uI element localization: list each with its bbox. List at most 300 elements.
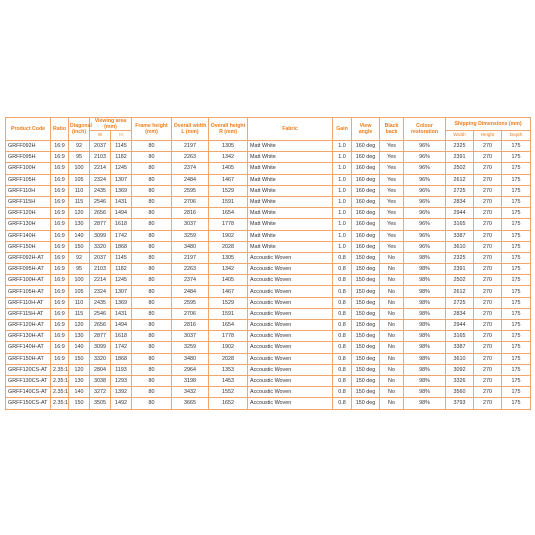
cell-ship-width: 3793	[446, 398, 474, 409]
cell-frame-height: 80	[132, 230, 172, 241]
cell-ship-depth: 175	[502, 252, 531, 263]
cell-ratio: 16:9	[51, 152, 69, 163]
cell-viewing-h: 1392	[111, 387, 132, 398]
cell-diagonal: 105	[69, 286, 90, 297]
cell-viewing-h: 1145	[111, 252, 132, 263]
cell-fabric: Matt White	[248, 241, 333, 252]
cell-fabric: Matt White	[248, 230, 333, 241]
cell-product-code: GRFF092H	[6, 141, 51, 152]
cell-frame-height: 80	[132, 331, 172, 342]
cell-frame-height: 80	[132, 219, 172, 230]
table-row	[6, 174, 531, 185]
cell-ship-width: 3165	[446, 219, 474, 230]
cell-ship-depth: 175	[502, 286, 531, 297]
cell-ship-depth: 175	[502, 230, 531, 241]
table-row	[6, 185, 531, 196]
cell-view-angle: 150 deg	[352, 342, 380, 353]
header-overall-width: Overall width L (mm)	[172, 118, 209, 141]
cell-fabric: Accoustic Woven	[248, 320, 333, 331]
header-viewing-area: Viewing area (mm)	[90, 118, 132, 131]
cell-colour-restoration: 96%	[404, 152, 446, 163]
table-row	[6, 230, 531, 241]
cell-overall-width: 2706	[172, 196, 209, 207]
cell-fabric: Accoustic Woven	[248, 275, 333, 286]
cell-diagonal: 110	[69, 185, 90, 196]
cell-gain: 0.8	[333, 297, 352, 308]
cell-product-code: GRFF105H-AT	[6, 286, 51, 297]
cell-ship-height: 270	[474, 230, 502, 241]
cell-fabric: Accoustic Woven	[248, 252, 333, 263]
cell-ratio: 16:9	[51, 275, 69, 286]
cell-product-code: GRFF115H	[6, 196, 51, 207]
cell-product-code: GRFF095H-AT	[6, 264, 51, 275]
cell-colour-restoration: 96%	[404, 174, 446, 185]
table-row	[6, 320, 531, 331]
spec-table	[5, 117, 531, 410]
cell-diagonal: 150	[69, 398, 90, 409]
cell-ship-height: 270	[474, 264, 502, 275]
cell-ship-depth: 175	[502, 364, 531, 375]
cell-diagonal: 95	[69, 264, 90, 275]
cell-frame-height: 80	[132, 387, 172, 398]
table-row	[6, 308, 531, 319]
cell-gain: 1.0	[333, 241, 352, 252]
cell-view-angle: 160 deg	[352, 185, 380, 196]
cell-gain: 1.0	[333, 141, 352, 152]
cell-black-back: Yes	[380, 219, 404, 230]
cell-ship-height: 270	[474, 241, 502, 252]
cell-overall-height: 1778	[209, 331, 248, 342]
cell-black-back: No	[380, 286, 404, 297]
cell-ship-depth: 175	[502, 320, 531, 331]
cell-view-angle: 150 deg	[352, 308, 380, 319]
cell-gain: 1.0	[333, 230, 352, 241]
cell-product-code: GRFF110H-AT	[6, 297, 51, 308]
cell-view-angle: 150 deg	[352, 252, 380, 263]
cell-diagonal: 100	[69, 163, 90, 174]
cell-fabric: Accoustic Woven	[248, 364, 333, 375]
cell-colour-restoration: 96%	[404, 163, 446, 174]
cell-overall-height: 1453	[209, 375, 248, 386]
cell-frame-height: 80	[132, 398, 172, 409]
cell-viewing-w: 2877	[90, 331, 111, 342]
cell-gain: 0.8	[333, 375, 352, 386]
cell-view-angle: 150 deg	[352, 387, 380, 398]
cell-colour-restoration: 96%	[404, 141, 446, 152]
cell-overall-height: 1467	[209, 286, 248, 297]
cell-ship-width: 3387	[446, 342, 474, 353]
cell-fabric: Matt White	[248, 174, 333, 185]
cell-viewing-w: 2656	[90, 320, 111, 331]
cell-view-angle: 160 deg	[352, 230, 380, 241]
cell-fabric: Matt White	[248, 219, 333, 230]
cell-ratio: 2.35:1	[51, 364, 69, 375]
cell-black-back: Yes	[380, 196, 404, 207]
cell-overall-height: 1405	[209, 163, 248, 174]
cell-view-angle: 160 deg	[352, 163, 380, 174]
header-diagonal: Diagonal (inch)	[69, 118, 90, 141]
cell-colour-restoration: 96%	[404, 230, 446, 241]
cell-viewing-w: 3320	[90, 241, 111, 252]
cell-ship-depth: 175	[502, 264, 531, 275]
cell-ship-width: 3387	[446, 230, 474, 241]
cell-overall-width: 2816	[172, 320, 209, 331]
table-body	[6, 141, 531, 410]
cell-overall-width: 2816	[172, 208, 209, 219]
cell-overall-width: 2197	[172, 252, 209, 263]
cell-black-back: No	[380, 353, 404, 364]
cell-ship-depth: 175	[502, 185, 531, 196]
cell-black-back: No	[380, 252, 404, 263]
cell-overall-height: 2028	[209, 353, 248, 364]
cell-overall-height: 1305	[209, 252, 248, 263]
cell-ship-height: 270	[474, 185, 502, 196]
cell-diagonal: 150	[69, 353, 90, 364]
cell-frame-height: 80	[132, 375, 172, 386]
header-overall-height: Overall height R (mm)	[209, 118, 248, 141]
cell-viewing-h: 1618	[111, 219, 132, 230]
cell-product-code: GRFF140CS-AT	[6, 387, 51, 398]
cell-ship-width: 2612	[446, 286, 474, 297]
header-frame-height: Frame height (mm)	[132, 118, 172, 141]
cell-ship-depth: 175	[502, 208, 531, 219]
cell-viewing-h: 1182	[111, 152, 132, 163]
cell-viewing-h: 1431	[111, 308, 132, 319]
cell-fabric: Accoustic Woven	[248, 387, 333, 398]
cell-gain: 1.0	[333, 219, 352, 230]
cell-overall-height: 1353	[209, 364, 248, 375]
cell-overall-height: 1342	[209, 264, 248, 275]
table-row	[6, 342, 531, 353]
cell-colour-restoration: 98%	[404, 331, 446, 342]
cell-fabric: Accoustic Woven	[248, 286, 333, 297]
table-row	[6, 353, 531, 364]
cell-product-code: GRFF110H	[6, 185, 51, 196]
cell-frame-height: 80	[132, 185, 172, 196]
cell-frame-height: 80	[132, 196, 172, 207]
table-row	[6, 364, 531, 375]
cell-ship-width: 3165	[446, 331, 474, 342]
cell-product-code: GRFF130H-AT	[6, 331, 51, 342]
cell-viewing-h: 1618	[111, 331, 132, 342]
table-row	[6, 208, 531, 219]
cell-frame-height: 80	[132, 342, 172, 353]
cell-ratio: 16:9	[51, 286, 69, 297]
cell-frame-height: 80	[132, 152, 172, 163]
cell-fabric: Accoustic Woven	[248, 353, 333, 364]
cell-fabric: Accoustic Woven	[248, 342, 333, 353]
cell-ship-width: 2502	[446, 163, 474, 174]
cell-ship-depth: 175	[502, 353, 531, 364]
cell-ship-width: 2612	[446, 174, 474, 185]
cell-view-angle: 160 deg	[352, 241, 380, 252]
cell-ship-width: 3610	[446, 241, 474, 252]
cell-frame-height: 80	[132, 141, 172, 152]
cell-frame-height: 80	[132, 353, 172, 364]
cell-ship-height: 270	[474, 387, 502, 398]
cell-gain: 1.0	[333, 163, 352, 174]
cell-gain: 0.8	[333, 331, 352, 342]
cell-ship-depth: 175	[502, 241, 531, 252]
cell-overall-width: 3037	[172, 331, 209, 342]
cell-ship-width: 2834	[446, 196, 474, 207]
cell-ship-depth: 175	[502, 163, 531, 174]
cell-overall-height: 1652	[209, 398, 248, 409]
cell-viewing-w: 2214	[90, 163, 111, 174]
cell-ship-height: 270	[474, 141, 502, 152]
cell-ship-height: 270	[474, 308, 502, 319]
cell-colour-restoration: 96%	[404, 196, 446, 207]
cell-gain: 0.8	[333, 353, 352, 364]
cell-black-back: No	[380, 398, 404, 409]
cell-diagonal: 130	[69, 331, 90, 342]
cell-gain: 0.8	[333, 264, 352, 275]
header-row-top	[6, 118, 531, 131]
cell-overall-height: 1552	[209, 387, 248, 398]
cell-product-code: GRFF130CS-AT	[6, 375, 51, 386]
cell-fabric: Matt White	[248, 196, 333, 207]
cell-ship-height: 270	[474, 297, 502, 308]
cell-colour-restoration: 98%	[404, 342, 446, 353]
cell-gain: 1.0	[333, 185, 352, 196]
cell-gain: 0.8	[333, 320, 352, 331]
cell-overall-height: 1902	[209, 342, 248, 353]
cell-gain: 0.8	[333, 286, 352, 297]
cell-viewing-w: 2804	[90, 364, 111, 375]
cell-ratio: 16:9	[51, 196, 69, 207]
cell-ratio: 16:9	[51, 185, 69, 196]
cell-diagonal: 110	[69, 297, 90, 308]
header-ship-depth: Depth	[502, 131, 531, 141]
header-black-back: Black back	[380, 118, 404, 141]
cell-ship-width: 3092	[446, 364, 474, 375]
cell-viewing-w: 2324	[90, 174, 111, 185]
cell-ship-height: 270	[474, 398, 502, 409]
cell-product-code: GRFF140H	[6, 230, 51, 241]
cell-view-angle: 160 deg	[352, 141, 380, 152]
cell-diagonal: 130	[69, 375, 90, 386]
cell-diagonal: 95	[69, 152, 90, 163]
cell-product-code: GRFF120CS-AT	[6, 364, 51, 375]
cell-overall-width: 3259	[172, 230, 209, 241]
header-product-code: Product Code	[6, 118, 51, 141]
cell-view-angle: 150 deg	[352, 364, 380, 375]
cell-diagonal: 100	[69, 275, 90, 286]
cell-gain: 0.8	[333, 398, 352, 409]
cell-ship-depth: 175	[502, 342, 531, 353]
cell-gain: 1.0	[333, 152, 352, 163]
cell-view-angle: 150 deg	[352, 286, 380, 297]
cell-diagonal: 140	[69, 387, 90, 398]
cell-colour-restoration: 98%	[404, 364, 446, 375]
table-row	[6, 252, 531, 263]
cell-product-code: GRFF095H	[6, 152, 51, 163]
cell-ship-height: 270	[474, 375, 502, 386]
table-row	[6, 387, 531, 398]
header-ratio: Ratio	[51, 118, 69, 141]
cell-colour-restoration: 98%	[404, 275, 446, 286]
cell-view-angle: 150 deg	[352, 264, 380, 275]
cell-fabric: Matt White	[248, 185, 333, 196]
cell-overall-height: 1591	[209, 308, 248, 319]
cell-gain: 0.8	[333, 342, 352, 353]
table-row	[6, 152, 531, 163]
cell-ship-width: 2502	[446, 275, 474, 286]
cell-overall-height: 1654	[209, 320, 248, 331]
cell-ratio: 16:9	[51, 320, 69, 331]
cell-viewing-w: 3272	[90, 387, 111, 398]
cell-black-back: No	[380, 364, 404, 375]
cell-fabric: Accoustic Woven	[248, 297, 333, 308]
cell-ship-depth: 175	[502, 141, 531, 152]
cell-fabric: Accoustic Woven	[248, 331, 333, 342]
cell-product-code: GRFF150H	[6, 241, 51, 252]
cell-ratio: 2.35:1	[51, 398, 69, 409]
cell-viewing-h: 1182	[111, 264, 132, 275]
cell-overall-width: 3480	[172, 241, 209, 252]
cell-ratio: 16:9	[51, 342, 69, 353]
cell-ship-width: 2944	[446, 208, 474, 219]
cell-colour-restoration: 98%	[404, 387, 446, 398]
table-row	[6, 196, 531, 207]
table-row	[6, 286, 531, 297]
table-row	[6, 219, 531, 230]
cell-view-angle: 150 deg	[352, 297, 380, 308]
header-ship-width: Width	[446, 131, 474, 141]
cell-viewing-h: 1494	[111, 208, 132, 219]
cell-black-back: Yes	[380, 141, 404, 152]
cell-ship-height: 270	[474, 275, 502, 286]
cell-overall-height: 1654	[209, 208, 248, 219]
cell-ratio: 16:9	[51, 353, 69, 364]
cell-viewing-h: 1369	[111, 185, 132, 196]
cell-frame-height: 80	[132, 297, 172, 308]
cell-product-code: GRFF105H	[6, 174, 51, 185]
cell-ship-height: 270	[474, 174, 502, 185]
cell-fabric: Matt White	[248, 152, 333, 163]
cell-viewing-w: 3099	[90, 342, 111, 353]
cell-ship-width: 2725	[446, 185, 474, 196]
cell-ship-depth: 175	[502, 196, 531, 207]
header-gain: Gain	[333, 118, 352, 141]
cell-ratio: 2.35:1	[51, 387, 69, 398]
cell-colour-restoration: 98%	[404, 308, 446, 319]
cell-viewing-h: 1494	[111, 320, 132, 331]
cell-product-code: GRFF100H-AT	[6, 275, 51, 286]
cell-product-code: GRFF100H	[6, 163, 51, 174]
cell-ratio: 16:9	[51, 264, 69, 275]
cell-viewing-w: 3505	[90, 398, 111, 409]
cell-frame-height: 80	[132, 286, 172, 297]
cell-overall-height: 1305	[209, 141, 248, 152]
cell-black-back: No	[380, 342, 404, 353]
header-shipping-dimensions: Shipping Dimensions (mm)	[446, 118, 531, 131]
cell-viewing-w: 2037	[90, 141, 111, 152]
cell-frame-height: 80	[132, 241, 172, 252]
cell-ship-height: 270	[474, 342, 502, 353]
cell-fabric: Accoustic Woven	[248, 375, 333, 386]
cell-colour-restoration: 96%	[404, 219, 446, 230]
table-row	[6, 275, 531, 286]
cell-overall-height: 1405	[209, 275, 248, 286]
cell-overall-width: 3259	[172, 342, 209, 353]
header-ship-height: Height	[474, 131, 502, 141]
cell-colour-restoration: 98%	[404, 297, 446, 308]
cell-overall-width: 2197	[172, 141, 209, 152]
cell-ratio: 2.35:1	[51, 375, 69, 386]
cell-frame-height: 80	[132, 320, 172, 331]
cell-ship-depth: 175	[502, 275, 531, 286]
cell-view-angle: 150 deg	[352, 275, 380, 286]
cell-ship-depth: 175	[502, 297, 531, 308]
cell-black-back: Yes	[380, 230, 404, 241]
cell-viewing-h: 1868	[111, 353, 132, 364]
cell-ship-width: 3610	[446, 353, 474, 364]
cell-black-back: Yes	[380, 208, 404, 219]
cell-gain: 1.0	[333, 196, 352, 207]
cell-overall-width: 2484	[172, 174, 209, 185]
cell-colour-restoration: 98%	[404, 252, 446, 263]
cell-ratio: 16:9	[51, 297, 69, 308]
cell-colour-restoration: 98%	[404, 375, 446, 386]
cell-black-back: No	[380, 275, 404, 286]
cell-overall-height: 1529	[209, 297, 248, 308]
cell-overall-width: 3198	[172, 375, 209, 386]
cell-diagonal: 150	[69, 241, 90, 252]
cell-viewing-h: 1307	[111, 174, 132, 185]
cell-black-back: No	[380, 387, 404, 398]
cell-fabric: Matt White	[248, 141, 333, 152]
cell-frame-height: 80	[132, 275, 172, 286]
cell-ship-width: 2944	[446, 320, 474, 331]
cell-ship-width: 2325	[446, 252, 474, 263]
cell-viewing-h: 1492	[111, 398, 132, 409]
cell-ship-height: 270	[474, 163, 502, 174]
cell-colour-restoration: 98%	[404, 264, 446, 275]
cell-frame-height: 80	[132, 208, 172, 219]
cell-viewing-w: 2435	[90, 185, 111, 196]
cell-view-angle: 150 deg	[352, 320, 380, 331]
cell-colour-restoration: 96%	[404, 185, 446, 196]
cell-viewing-w: 2546	[90, 308, 111, 319]
cell-ship-depth: 175	[502, 219, 531, 230]
cell-colour-restoration: 98%	[404, 286, 446, 297]
cell-product-code: GRFF092H-AT	[6, 252, 51, 263]
cell-viewing-w: 2546	[90, 196, 111, 207]
cell-overall-width: 2484	[172, 286, 209, 297]
cell-ship-width: 2834	[446, 308, 474, 319]
cell-view-angle: 150 deg	[352, 375, 380, 386]
table-row	[6, 163, 531, 174]
cell-view-angle: 150 deg	[352, 353, 380, 364]
cell-overall-height: 1467	[209, 174, 248, 185]
cell-black-back: Yes	[380, 241, 404, 252]
cell-view-angle: 160 deg	[352, 152, 380, 163]
cell-black-back: Yes	[380, 152, 404, 163]
cell-ship-height: 270	[474, 208, 502, 219]
cell-black-back: No	[380, 308, 404, 319]
cell-viewing-h: 1145	[111, 141, 132, 152]
cell-ship-depth: 175	[502, 308, 531, 319]
table-header	[6, 118, 531, 141]
cell-ratio: 16:9	[51, 141, 69, 152]
cell-fabric: Matt White	[248, 163, 333, 174]
cell-colour-restoration: 98%	[404, 320, 446, 331]
cell-ship-width: 2725	[446, 297, 474, 308]
cell-product-code: GRFF120H-AT	[6, 320, 51, 331]
cell-ship-width: 3560	[446, 387, 474, 398]
table-row	[6, 297, 531, 308]
